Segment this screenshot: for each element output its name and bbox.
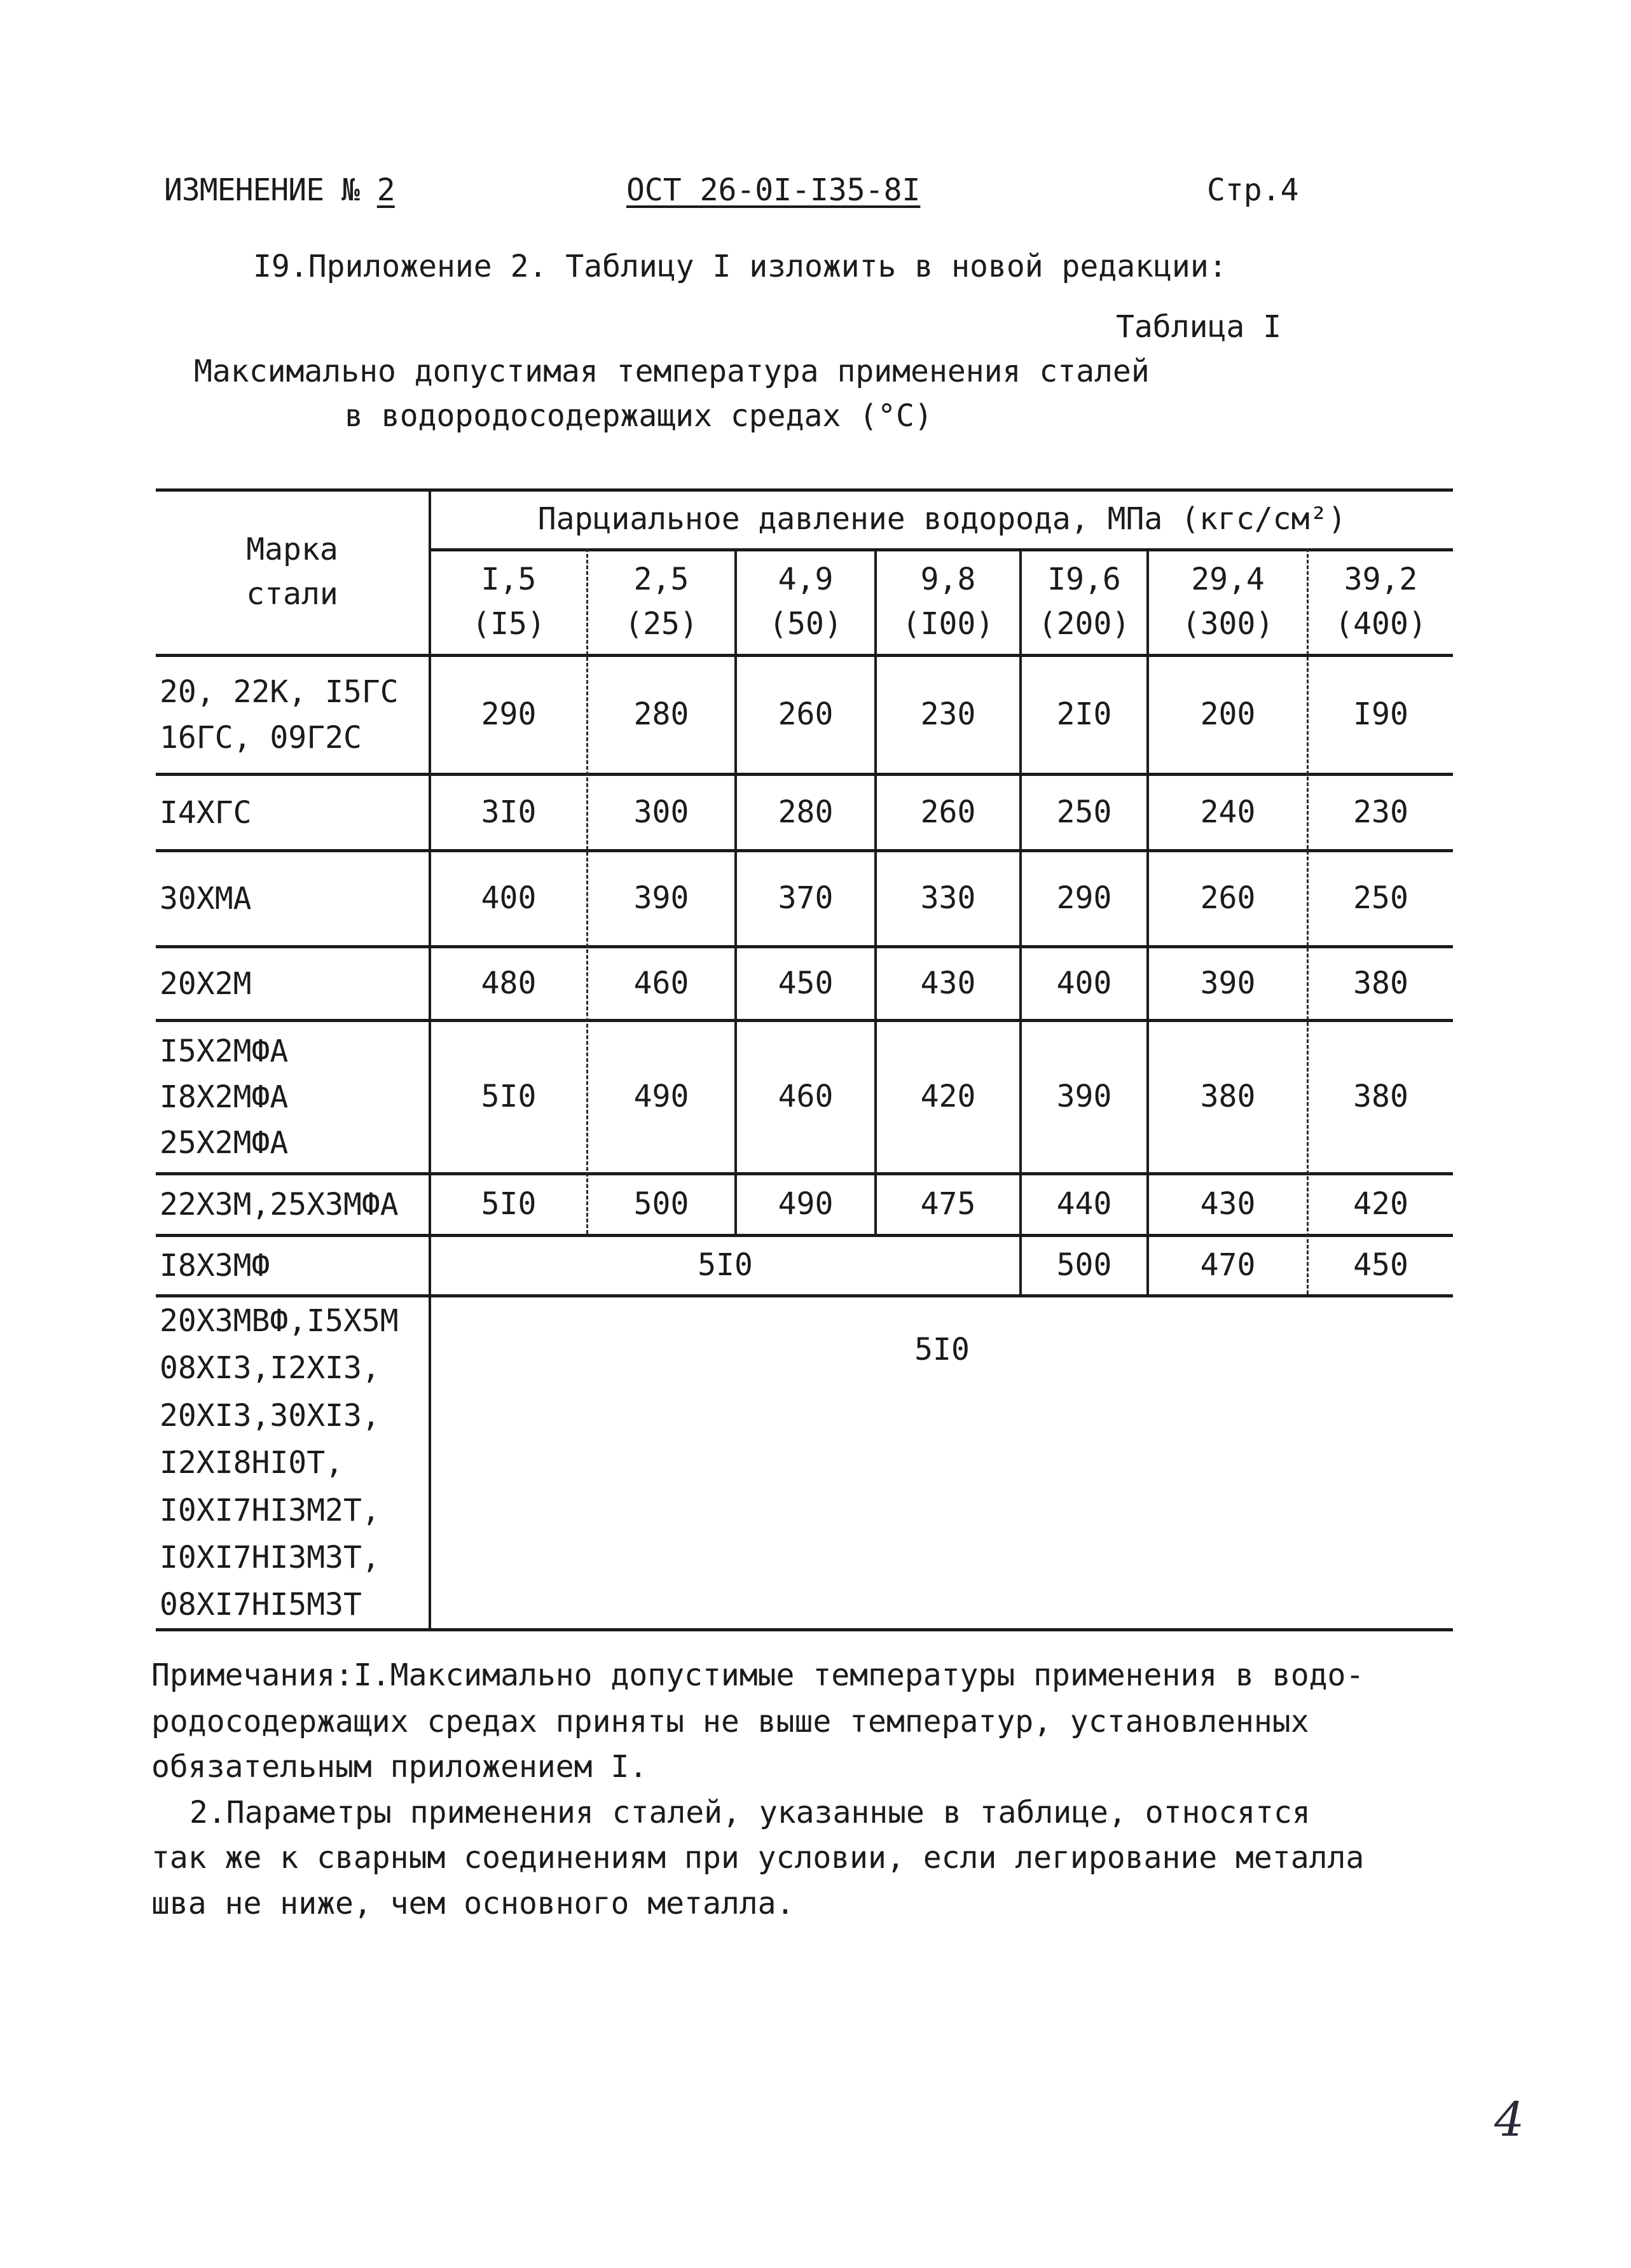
pressure-mpa: 4,9 bbox=[778, 562, 834, 598]
standard-number: ОСТ 26-0I-I35-8I bbox=[626, 172, 921, 208]
pressure-kgs: (200) bbox=[1038, 606, 1131, 642]
temperature-cell: 250 bbox=[1353, 880, 1408, 916]
steel-grade-header: Марка стали bbox=[246, 532, 338, 612]
change-label-text: ИЗМЕНЕНИЕ № bbox=[164, 172, 359, 208]
temperature-cell: 330 bbox=[920, 880, 976, 916]
pressure-col-1 bbox=[431, 551, 586, 654]
temperature-cell: 430 bbox=[1200, 1186, 1256, 1222]
pressure-kgs: (50) bbox=[769, 606, 843, 642]
temperature-cell: 380 bbox=[1353, 965, 1408, 1001]
steel-grade-cell: 20, 22К, I5ГС 16ГС, 09Г2С bbox=[160, 674, 399, 756]
pressure-header: Парциальное давление водорода, МПа (кгс/см²) bbox=[537, 501, 1347, 537]
temperature-cell: 440 bbox=[1056, 1186, 1112, 1222]
temperature-cell: 480 bbox=[481, 965, 537, 1001]
temperature-cell: 370 bbox=[778, 880, 834, 916]
pressure-col-4 bbox=[877, 551, 1019, 654]
temperature-cell: 390 bbox=[1056, 1079, 1112, 1115]
steel-grade-cell: I8Х3МФ bbox=[160, 1248, 270, 1283]
temperature-cell: 400 bbox=[481, 880, 537, 916]
change-label bbox=[164, 172, 395, 208]
temperature-cell: 430 bbox=[920, 965, 976, 1001]
temperature-cell: 500 bbox=[633, 1186, 689, 1222]
pressure-mpa: 39,2 bbox=[1344, 562, 1418, 598]
pressure-col-5 bbox=[1022, 551, 1146, 654]
temperature-cell: 230 bbox=[1353, 794, 1408, 830]
pressure-col-7 bbox=[1309, 551, 1453, 654]
pressure-mpa: I,5 bbox=[481, 562, 537, 598]
temperature-cell: 5I0 bbox=[481, 1186, 537, 1222]
table-title-line-2: в водородосодержащих средах (°С) bbox=[345, 398, 933, 434]
temperature-cell: 490 bbox=[778, 1186, 834, 1222]
temperature-cell: 400 bbox=[1056, 965, 1112, 1001]
handwritten-page-number: 4 bbox=[1494, 2092, 1525, 2147]
temperature-cell: 420 bbox=[1353, 1186, 1408, 1222]
temperature-cell: 390 bbox=[633, 880, 689, 916]
temperature-cell: I90 bbox=[1353, 696, 1408, 733]
temperature-cell: 380 bbox=[1200, 1079, 1256, 1115]
table-rule-bottom bbox=[156, 1628, 1453, 1631]
temperature-cell: 240 bbox=[1200, 794, 1256, 830]
temperature-cell: 500 bbox=[1056, 1247, 1112, 1283]
pressure-mpa: 2,5 bbox=[633, 562, 689, 598]
temperature-cell: 450 bbox=[778, 965, 834, 1001]
steel-grade-cell: 30ХМА bbox=[160, 881, 252, 916]
temperature-cell: 470 bbox=[1200, 1247, 1256, 1283]
temperature-cell: 460 bbox=[633, 965, 689, 1001]
intro-text: I9.Приложение 2. Таблицу I изложить в новой редакции: bbox=[253, 249, 1227, 284]
temperature-cell: 290 bbox=[1056, 880, 1112, 916]
temperature-cell: 450 bbox=[1353, 1247, 1408, 1283]
note-line-3: обязательным приложением I. bbox=[151, 1749, 648, 1785]
temperature-cell: 260 bbox=[920, 794, 976, 830]
page-label: Стр.4 bbox=[1207, 172, 1299, 208]
steel-grade-cell: 20Х2М bbox=[160, 965, 252, 1002]
pressure-mpa: I9,6 bbox=[1047, 562, 1121, 598]
note-line-4: 2.Параметры применения сталей, указанные в таблице, относятся bbox=[189, 1795, 1311, 1830]
temperature-cell: 280 bbox=[778, 794, 834, 830]
pressure-mpa: 29,4 bbox=[1191, 562, 1265, 598]
steel-grade-cell: 20Х3МВФ,I5Х5М 08ХI3,I2ХI3, 20ХI3,30ХI3, I2ХI8НI0Т, I0ХI7НI3М2Т, I0ХI7НI3М3Т, 08ХI7НI5М3Т bbox=[160, 1303, 399, 1623]
note-line-1: Примечания:I.Максимально допустимые температуры применения в водо- bbox=[151, 1657, 1365, 1693]
pressure-col-6 bbox=[1149, 551, 1307, 654]
note-line-2: родосодержащих средах приняты не выше температур, установленных bbox=[151, 1704, 1309, 1739]
temperature-cell: 380 bbox=[1353, 1079, 1408, 1115]
pressure-kgs: (I00) bbox=[902, 606, 994, 642]
pressure-kgs: (25) bbox=[624, 606, 698, 642]
temperature-cell: 260 bbox=[1200, 880, 1256, 916]
steel-grade-cell: 22Х3М,25Х3МФА bbox=[160, 1187, 399, 1222]
temperature-cell: 390 bbox=[1200, 965, 1256, 1001]
temperature-cell: 290 bbox=[481, 696, 537, 733]
temperature-merged-cell: 5I0 bbox=[914, 1331, 970, 1367]
table-label: Таблица I bbox=[1116, 309, 1282, 345]
temperature-cell: 5I0 bbox=[481, 1079, 537, 1115]
temperature-cell: 420 bbox=[920, 1079, 976, 1115]
temperature-cell: 460 bbox=[778, 1079, 834, 1115]
temperature-merged-cell: 5I0 bbox=[698, 1247, 753, 1283]
pressure-mpa: 9,8 bbox=[920, 562, 976, 598]
note-line-6: шва не ниже, чем основного металла. bbox=[151, 1886, 795, 1921]
pressure-kgs: (400) bbox=[1335, 606, 1427, 642]
note-line-5: так же к сварным соединениям при условии, если легирование металла bbox=[151, 1840, 1365, 1876]
temperature-cell: 300 bbox=[633, 794, 689, 830]
temperature-cell: 200 bbox=[1200, 696, 1256, 733]
temperature-cell: 490 bbox=[633, 1079, 689, 1115]
steel-grade-cell: I4ХГС bbox=[160, 794, 252, 831]
temperature-cell: 2I0 bbox=[1056, 696, 1112, 733]
temperature-cell: 260 bbox=[778, 696, 834, 733]
temperature-cell: 250 bbox=[1056, 794, 1112, 830]
temperature-cell: 475 bbox=[920, 1186, 976, 1222]
temperature-cell: 3I0 bbox=[481, 794, 537, 830]
pressure-col-2 bbox=[588, 551, 734, 654]
temperature-cell: 230 bbox=[920, 696, 976, 733]
steel-grade-cell: I5Х2МФА I8Х2МФА 25Х2МФА bbox=[160, 1034, 289, 1161]
pressure-col-3 bbox=[737, 551, 874, 654]
table-title-line-1: Максимально допустимая температура применения сталей bbox=[194, 354, 1150, 389]
temperature-cell: 280 bbox=[633, 696, 689, 733]
pressure-kgs: (I5) bbox=[472, 606, 546, 642]
change-number: 2 bbox=[376, 172, 395, 208]
pressure-kgs: (300) bbox=[1181, 606, 1274, 642]
